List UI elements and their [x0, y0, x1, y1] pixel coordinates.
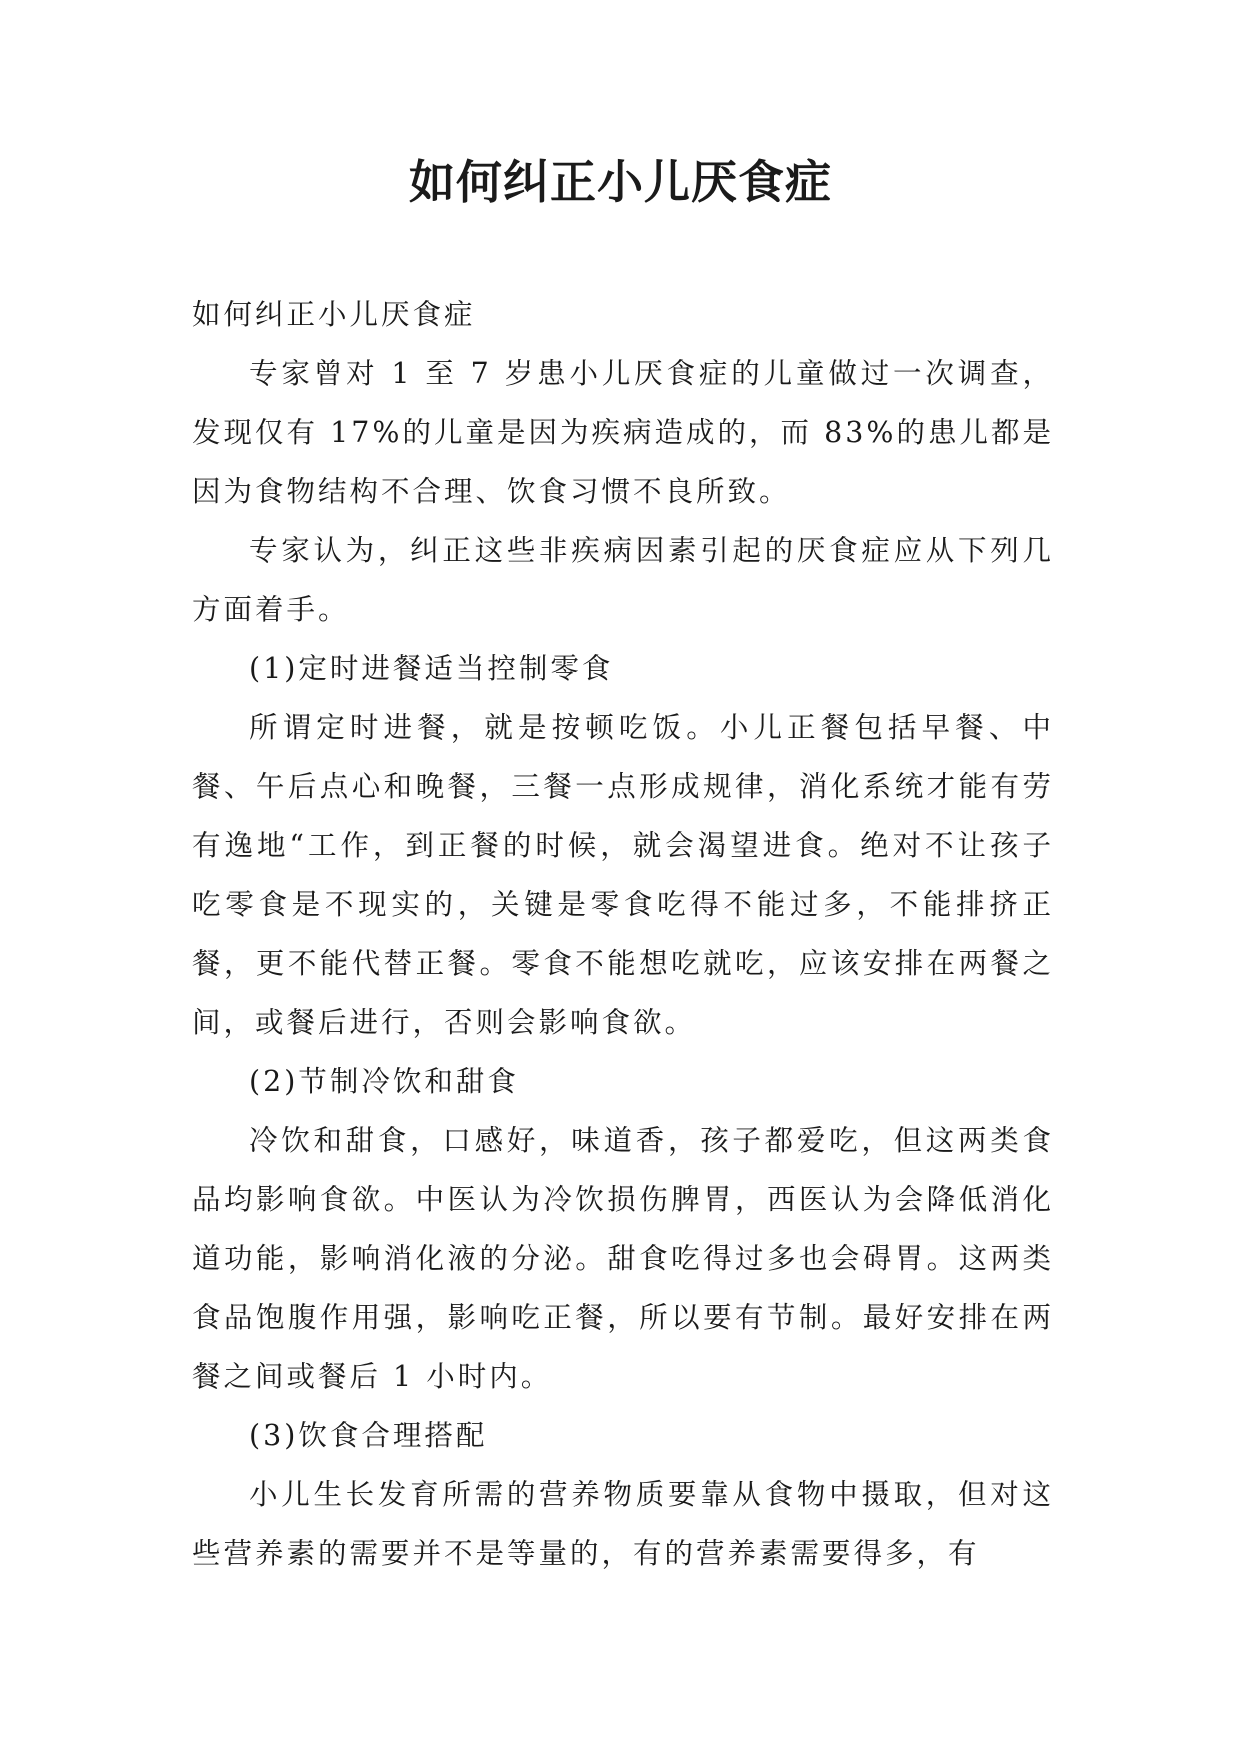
intro-paragraph: 专家曾对 1 至 7 岁患小儿厌食症的儿童做过一次调查，发现仅有 17%的儿童是因为疾病造成的，而 83%的患儿都是因为食物结构不合理、饮食习惯不良所致。 — [192, 357, 1054, 508]
document-title: 如何纠正小儿厌食症 — [409, 155, 832, 209]
subtitle-paragraph: 如何纠正小儿厌食症 — [192, 298, 476, 331]
section-1-paragraph: 所谓定时进餐，就是按顿吃饭。小儿正餐包括早餐、中餐、午后点心和晚餐，三餐一点形成规律，消化系统才能有劳有逸地“工作，到正餐的时候，就会渴望进食。绝对不让孩子吃零食是不现实的，关键是零食吃得不能过多，不能排挤正餐，更不能代替正餐。零食不能想吃就吃，应该安排在两餐之间，或餐后进行，否则会影响食欲。 — [192, 711, 1054, 1039]
section-heading-3: (3)饮食合理搭配 — [249, 1419, 488, 1452]
section-heading-1: (1)定时进餐适当控制零食 — [249, 652, 614, 685]
expert-opinion-paragraph: 专家认为，纠正这些非疾病因素引起的厌食症应从下列几方面着手。 — [192, 534, 1054, 626]
section-heading-2: (2)节制冷饮和甜食 — [249, 1065, 519, 1098]
document-body — [192, 285, 1054, 1583]
section-3-paragraph: 小儿生长发育所需的营养物质要靠从食物中摄取，但对这些营养素的需要并不是等量的，有的营养素需要得多，有 — [192, 1478, 1054, 1570]
section-2-paragraph: 冷饮和甜食，口感好，味道香，孩子都爱吃，但这两类食品均影响食欲。中医认为冷饮损伤脾胃，西医认为会降低消化道功能，影响消化液的分泌。甜食吃得过多也会碍胃。这两类食品饱腹作用强，影响吃正餐，所以要有节制。最好安排在两餐之间或餐后 1 小时内。 — [192, 1124, 1054, 1393]
